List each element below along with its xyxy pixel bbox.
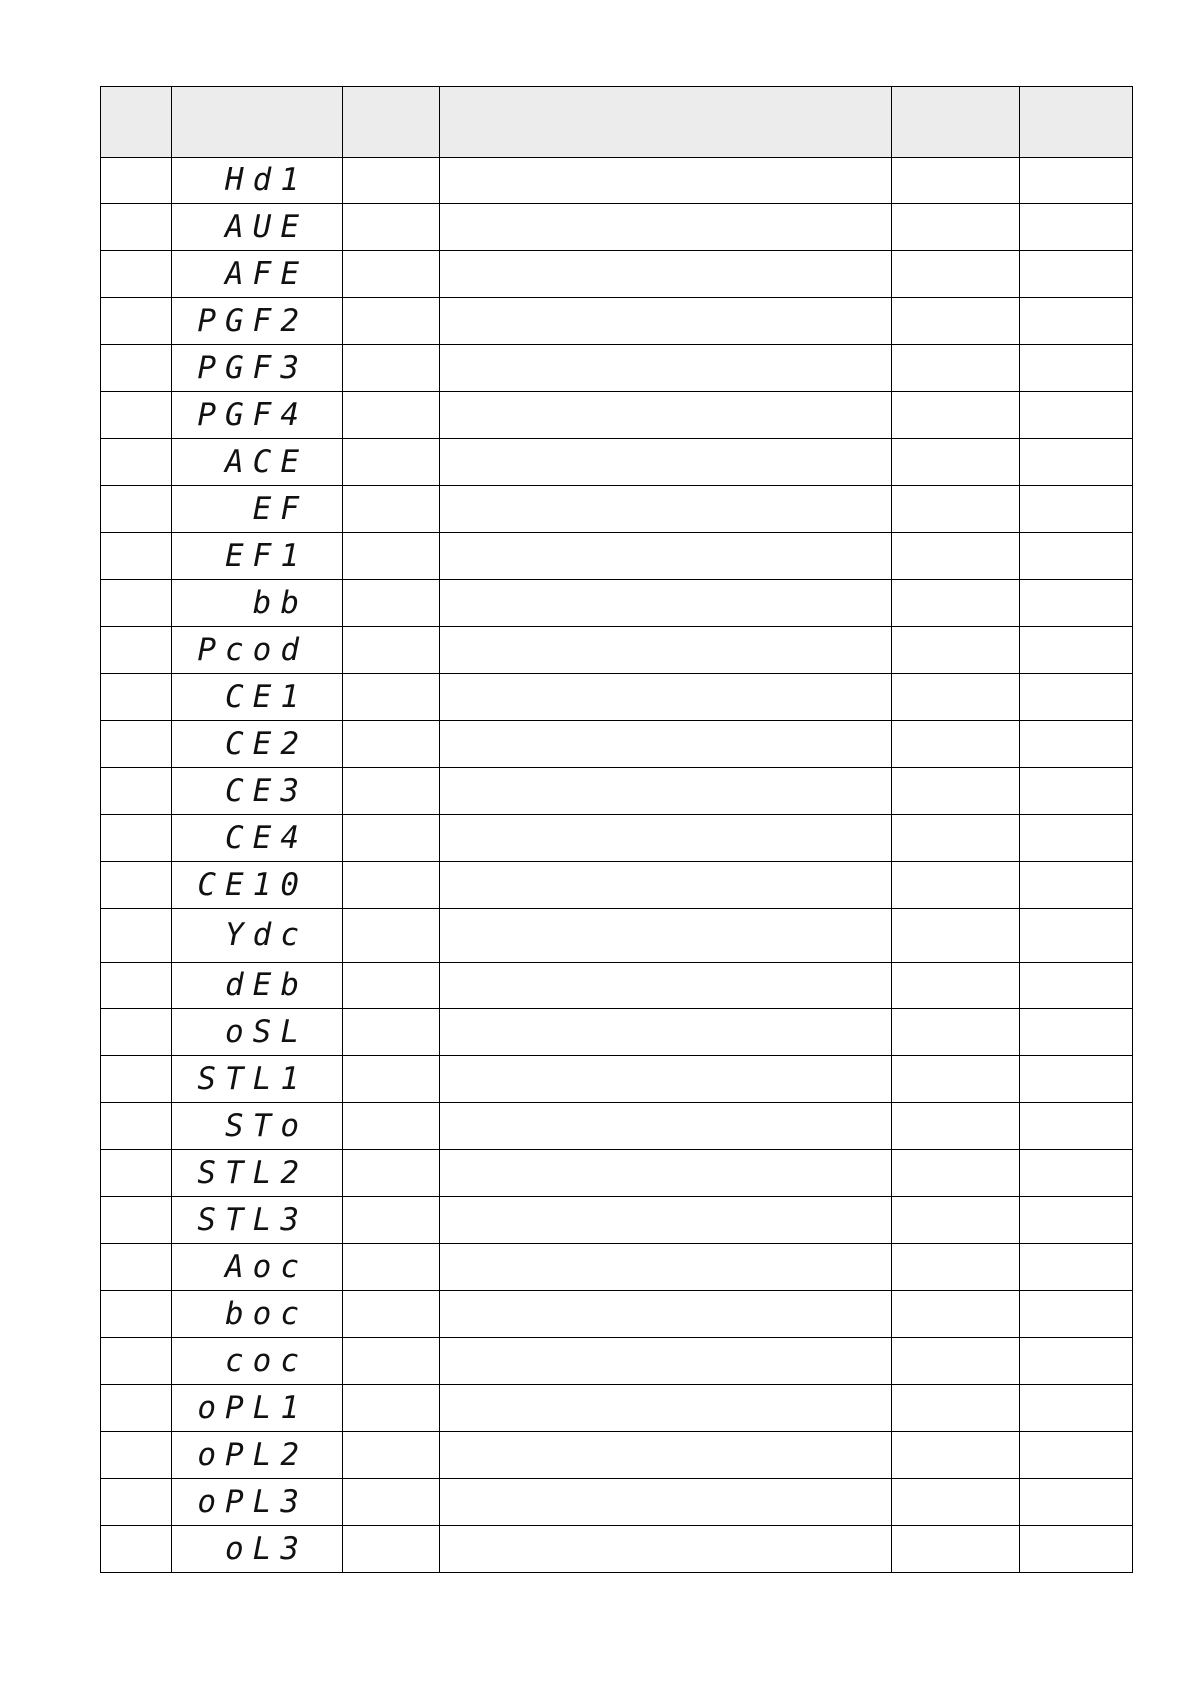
empty-cell xyxy=(440,1291,892,1338)
empty-cell xyxy=(440,862,892,909)
empty-cell xyxy=(101,251,172,298)
display-code: oPL3 xyxy=(197,1483,308,1520)
table-row xyxy=(101,1103,1133,1150)
empty-cell xyxy=(101,1244,172,1291)
empty-cell xyxy=(440,392,892,439)
display-code: EF xyxy=(252,490,308,527)
table-row xyxy=(101,251,1133,298)
display-code: oPL2 xyxy=(197,1436,308,1473)
display-code-cell xyxy=(172,580,343,627)
display-code-cell xyxy=(172,345,343,392)
display-code-cell xyxy=(172,1197,343,1244)
display-code-cell xyxy=(172,439,343,486)
empty-cell xyxy=(101,768,172,815)
table-row xyxy=(101,862,1133,909)
display-code: STL3 xyxy=(197,1201,308,1238)
table-row xyxy=(101,345,1133,392)
display-code-cell xyxy=(172,1385,343,1432)
empty-cell xyxy=(1020,251,1133,298)
table-row xyxy=(101,721,1133,768)
display-code: PGF2 xyxy=(197,302,308,339)
display-code: EF1 xyxy=(225,537,308,574)
header-cell xyxy=(101,87,172,158)
empty-cell xyxy=(440,158,892,204)
empty-cell xyxy=(343,1103,440,1150)
empty-cell xyxy=(440,768,892,815)
empty-cell xyxy=(1020,1056,1133,1103)
empty-cell xyxy=(343,298,440,345)
empty-cell xyxy=(101,1150,172,1197)
empty-cell xyxy=(343,674,440,721)
empty-cell xyxy=(440,909,892,963)
empty-cell xyxy=(101,627,172,674)
display-code-cell xyxy=(172,204,343,251)
empty-cell xyxy=(440,298,892,345)
display-code-cell xyxy=(172,862,343,909)
empty-cell xyxy=(440,815,892,862)
display-code: boc xyxy=(225,1295,308,1332)
empty-cell xyxy=(101,909,172,963)
empty-cell xyxy=(101,721,172,768)
display-code-cell xyxy=(172,1056,343,1103)
empty-cell xyxy=(1020,721,1133,768)
empty-cell xyxy=(1020,1197,1133,1244)
empty-cell xyxy=(440,1479,892,1526)
empty-cell xyxy=(1020,486,1133,533)
display-code: coc xyxy=(225,1342,308,1379)
empty-cell xyxy=(1020,158,1133,204)
display-code: STo xyxy=(225,1107,308,1144)
display-code-cell xyxy=(172,1009,343,1056)
empty-cell xyxy=(343,345,440,392)
empty-cell xyxy=(440,1432,892,1479)
empty-cell xyxy=(1020,580,1133,627)
empty-cell xyxy=(343,1291,440,1338)
empty-cell xyxy=(892,1385,1020,1432)
empty-cell xyxy=(1020,439,1133,486)
empty-cell xyxy=(440,1338,892,1385)
empty-cell xyxy=(892,1291,1020,1338)
empty-cell xyxy=(1020,533,1133,580)
empty-cell xyxy=(101,345,172,392)
empty-cell xyxy=(892,862,1020,909)
empty-cell xyxy=(101,1526,172,1573)
empty-cell xyxy=(101,1056,172,1103)
empty-cell xyxy=(1020,345,1133,392)
display-code-cell xyxy=(172,298,343,345)
display-code-cell xyxy=(172,1479,343,1526)
table-row xyxy=(101,486,1133,533)
display-code: Ydc xyxy=(225,917,308,953)
empty-cell xyxy=(892,392,1020,439)
display-code: Hd1 xyxy=(225,162,308,198)
empty-cell xyxy=(440,1526,892,1573)
empty-cell xyxy=(892,1009,1020,1056)
table-row xyxy=(101,1526,1133,1573)
header-row xyxy=(101,87,1133,158)
empty-cell xyxy=(101,862,172,909)
fault-code-table xyxy=(100,86,1133,1573)
empty-cell xyxy=(101,580,172,627)
table-row xyxy=(101,1291,1133,1338)
display-code-cell xyxy=(172,815,343,862)
empty-cell xyxy=(1020,1244,1133,1291)
display-code-cell xyxy=(172,392,343,439)
empty-cell xyxy=(101,1197,172,1244)
empty-cell xyxy=(1020,1526,1133,1573)
empty-cell xyxy=(892,439,1020,486)
empty-cell xyxy=(343,1244,440,1291)
display-code: dEb xyxy=(225,967,308,1003)
empty-cell xyxy=(1020,204,1133,251)
empty-cell xyxy=(101,392,172,439)
empty-cell xyxy=(343,768,440,815)
empty-cell xyxy=(343,627,440,674)
table-row xyxy=(101,439,1133,486)
display-code-cell xyxy=(172,1291,343,1338)
empty-cell xyxy=(892,298,1020,345)
empty-cell xyxy=(343,158,440,204)
display-code-cell xyxy=(172,1432,343,1479)
empty-cell xyxy=(343,721,440,768)
display-code: STL1 xyxy=(197,1060,308,1097)
empty-cell xyxy=(892,963,1020,1009)
empty-cell xyxy=(440,674,892,721)
empty-cell xyxy=(101,1009,172,1056)
display-code-cell xyxy=(172,1150,343,1197)
empty-cell xyxy=(343,909,440,963)
display-code-cell xyxy=(172,768,343,815)
display-code-cell xyxy=(172,486,343,533)
empty-cell xyxy=(892,1244,1020,1291)
table-row xyxy=(101,1197,1133,1244)
display-code-cell xyxy=(172,1338,343,1385)
empty-cell xyxy=(440,345,892,392)
header-cell xyxy=(343,87,440,158)
empty-cell xyxy=(343,204,440,251)
empty-cell xyxy=(343,1479,440,1526)
empty-cell xyxy=(440,1056,892,1103)
empty-cell xyxy=(343,439,440,486)
empty-cell xyxy=(892,580,1020,627)
display-code: CE10 xyxy=(197,866,308,903)
display-code: PGF4 xyxy=(197,396,308,433)
display-code-cell xyxy=(172,909,343,963)
empty-cell xyxy=(892,1103,1020,1150)
empty-cell xyxy=(1020,768,1133,815)
empty-cell xyxy=(343,486,440,533)
empty-cell xyxy=(343,1432,440,1479)
table-row xyxy=(101,627,1133,674)
empty-cell xyxy=(343,251,440,298)
empty-cell xyxy=(1020,1338,1133,1385)
display-code: Pcod xyxy=(197,631,308,668)
empty-cell xyxy=(343,533,440,580)
empty-cell xyxy=(343,1056,440,1103)
display-code-cell xyxy=(172,721,343,768)
empty-cell xyxy=(892,204,1020,251)
empty-cell xyxy=(101,1291,172,1338)
display-code-cell xyxy=(172,1526,343,1573)
display-code-cell xyxy=(172,251,343,298)
empty-cell xyxy=(892,1479,1020,1526)
empty-cell xyxy=(343,1150,440,1197)
empty-cell xyxy=(1020,1385,1133,1432)
display-code: ACE xyxy=(225,443,308,480)
empty-cell xyxy=(440,963,892,1009)
display-code: Aoc xyxy=(225,1248,308,1285)
empty-cell xyxy=(343,1385,440,1432)
empty-cell xyxy=(343,815,440,862)
empty-cell xyxy=(440,1385,892,1432)
empty-cell xyxy=(892,1150,1020,1197)
table-row xyxy=(101,1432,1133,1479)
header-cell xyxy=(172,87,343,158)
table-row xyxy=(101,909,1133,963)
empty-cell xyxy=(892,486,1020,533)
empty-cell xyxy=(1020,815,1133,862)
empty-cell xyxy=(101,158,172,204)
empty-cell xyxy=(440,1150,892,1197)
empty-cell xyxy=(440,439,892,486)
empty-cell xyxy=(343,963,440,1009)
header-cell xyxy=(1020,87,1133,158)
table-row xyxy=(101,392,1133,439)
display-code-cell xyxy=(172,627,343,674)
empty-cell xyxy=(440,1103,892,1150)
empty-cell xyxy=(892,1432,1020,1479)
empty-cell xyxy=(343,580,440,627)
empty-cell xyxy=(1020,1432,1133,1479)
empty-cell xyxy=(440,533,892,580)
empty-cell xyxy=(1020,392,1133,439)
table-row xyxy=(101,580,1133,627)
table-row xyxy=(101,204,1133,251)
table-body xyxy=(101,158,1133,1573)
header-cell xyxy=(440,87,892,158)
empty-cell xyxy=(1020,1150,1133,1197)
table-row xyxy=(101,533,1133,580)
empty-cell xyxy=(440,486,892,533)
display-code-cell xyxy=(172,1244,343,1291)
empty-cell xyxy=(892,1338,1020,1385)
empty-cell xyxy=(892,721,1020,768)
table-row xyxy=(101,1385,1133,1432)
display-code: oSL xyxy=(225,1013,308,1050)
empty-cell xyxy=(440,1244,892,1291)
table-row xyxy=(101,1150,1133,1197)
empty-cell xyxy=(440,251,892,298)
empty-cell xyxy=(892,251,1020,298)
display-code: AUE xyxy=(225,208,308,245)
display-code-cell xyxy=(172,158,343,204)
empty-cell xyxy=(343,392,440,439)
table-row xyxy=(101,158,1133,204)
display-code: CE1 xyxy=(225,678,308,715)
display-code: STL2 xyxy=(197,1154,308,1191)
empty-cell xyxy=(101,963,172,1009)
empty-cell xyxy=(101,204,172,251)
table-row xyxy=(101,674,1133,721)
table-row xyxy=(101,963,1133,1009)
empty-cell xyxy=(1020,909,1133,963)
table-row xyxy=(101,815,1133,862)
table-row xyxy=(101,1244,1133,1291)
empty-cell xyxy=(892,1056,1020,1103)
empty-cell xyxy=(1020,298,1133,345)
display-code-cell xyxy=(172,963,343,1009)
table-row xyxy=(101,1338,1133,1385)
empty-cell xyxy=(343,1009,440,1056)
table-row xyxy=(101,298,1133,345)
empty-cell xyxy=(440,721,892,768)
empty-cell xyxy=(343,1197,440,1244)
display-code-cell xyxy=(172,674,343,721)
empty-cell xyxy=(101,1385,172,1432)
table-row xyxy=(101,1056,1133,1103)
empty-cell xyxy=(1020,1009,1133,1056)
empty-cell xyxy=(892,815,1020,862)
display-code-cell xyxy=(172,533,343,580)
header-cell xyxy=(892,87,1020,158)
empty-cell xyxy=(892,345,1020,392)
empty-cell xyxy=(343,1526,440,1573)
empty-cell xyxy=(440,204,892,251)
empty-cell xyxy=(101,1479,172,1526)
table-row xyxy=(101,768,1133,815)
empty-cell xyxy=(892,1526,1020,1573)
empty-cell xyxy=(1020,1103,1133,1150)
empty-cell xyxy=(101,1338,172,1385)
display-code-cell xyxy=(172,1103,343,1150)
empty-cell xyxy=(440,580,892,627)
display-code: AFE xyxy=(225,255,308,292)
display-code: CE3 xyxy=(225,772,308,809)
display-code: bb xyxy=(252,584,308,621)
empty-cell xyxy=(1020,862,1133,909)
table-row xyxy=(101,1009,1133,1056)
empty-cell xyxy=(1020,627,1133,674)
empty-cell xyxy=(440,627,892,674)
empty-cell xyxy=(440,1009,892,1056)
display-code: CE2 xyxy=(225,725,308,762)
display-code: oPL1 xyxy=(197,1389,308,1426)
empty-cell xyxy=(892,768,1020,815)
empty-cell xyxy=(892,1197,1020,1244)
empty-cell xyxy=(101,298,172,345)
display-code: PGF3 xyxy=(197,349,308,386)
empty-cell xyxy=(343,862,440,909)
display-code: oL3 xyxy=(225,1530,308,1567)
display-code: CE4 xyxy=(225,819,308,856)
empty-cell xyxy=(101,1432,172,1479)
empty-cell xyxy=(101,486,172,533)
empty-cell xyxy=(892,158,1020,204)
empty-cell xyxy=(1020,1479,1133,1526)
table-row xyxy=(101,1479,1133,1526)
empty-cell xyxy=(892,533,1020,580)
empty-cell xyxy=(101,533,172,580)
empty-cell xyxy=(101,1103,172,1150)
empty-cell xyxy=(101,815,172,862)
empty-cell xyxy=(101,439,172,486)
empty-cell xyxy=(892,627,1020,674)
empty-cell xyxy=(343,1338,440,1385)
empty-cell xyxy=(1020,1291,1133,1338)
empty-cell xyxy=(1020,963,1133,1009)
empty-cell xyxy=(1020,674,1133,721)
empty-cell xyxy=(101,674,172,721)
empty-cell xyxy=(892,674,1020,721)
empty-cell xyxy=(892,909,1020,963)
empty-cell xyxy=(440,1197,892,1244)
